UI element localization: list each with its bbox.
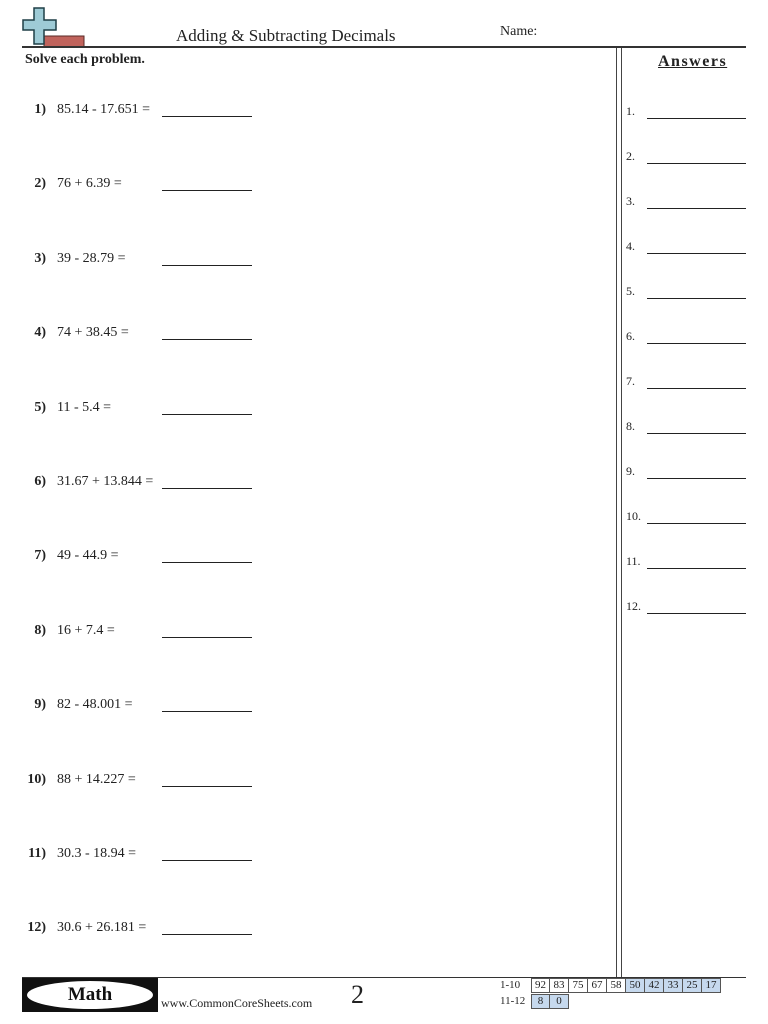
score-cell: 8 xyxy=(531,994,550,1009)
problem-number: 8) xyxy=(34,622,46,638)
answer-blank[interactable] xyxy=(162,562,252,563)
name-label: Name: xyxy=(500,24,538,39)
answer-key-blank[interactable] xyxy=(647,298,746,299)
answer-key-item xyxy=(626,509,748,527)
problem-item xyxy=(0,697,260,721)
instructions: Solve each problem. xyxy=(25,52,145,67)
answer-key-number: 11. xyxy=(626,554,641,568)
answer-blank[interactable] xyxy=(162,934,252,935)
answer-key-number: 8. xyxy=(626,419,635,433)
column-divider xyxy=(616,48,622,978)
answer-key-blank[interactable] xyxy=(647,118,746,119)
problem-item xyxy=(0,920,260,944)
score-cell: 67 xyxy=(588,978,607,993)
problem-number: 6) xyxy=(34,474,46,489)
answer-key-item xyxy=(626,329,748,347)
answer-key-blank[interactable] xyxy=(647,433,746,434)
problem-expression: 82 - 48.001 = xyxy=(57,697,133,713)
problem-number: 4) xyxy=(34,325,46,341)
score-cell: 33 xyxy=(664,978,683,993)
answer-key-item xyxy=(626,419,748,437)
answer-key-number: 2. xyxy=(626,149,635,163)
answer-key-number: 7. xyxy=(626,374,635,388)
answer-key-number: 6. xyxy=(626,329,635,343)
answer-blank[interactable] xyxy=(162,637,252,638)
problem-item xyxy=(0,102,260,126)
problem-number: 12) xyxy=(27,920,46,936)
problem-expression: 39 - 28.79 = xyxy=(57,250,126,266)
score-cell: 17 xyxy=(702,978,721,993)
score-cell: 42 xyxy=(645,978,664,993)
score-row-label: 11-12 xyxy=(500,995,526,1007)
score-cell: 83 xyxy=(550,978,569,993)
problem-item xyxy=(0,772,260,796)
answer-key-number: 10. xyxy=(626,509,641,523)
score-cell: 25 xyxy=(683,978,702,993)
problem-number: 9) xyxy=(34,697,46,713)
answer-blank[interactable] xyxy=(162,786,252,787)
problem-item xyxy=(0,623,260,647)
answer-key-blank[interactable] xyxy=(647,523,746,524)
answer-blank[interactable] xyxy=(162,116,252,117)
answer-key-number: 12. xyxy=(626,599,641,613)
score-table xyxy=(496,978,721,1010)
answer-key-blank[interactable] xyxy=(647,208,746,209)
score-row-label: 1-10 xyxy=(500,979,521,991)
problem-item xyxy=(0,474,260,498)
plus-minus-logo-icon xyxy=(22,6,86,48)
score-cell: 92 xyxy=(531,978,550,993)
problem-number: 7) xyxy=(34,548,46,564)
problem-item xyxy=(0,400,260,424)
answer-blank[interactable] xyxy=(162,488,252,489)
answer-key-blank[interactable] xyxy=(647,253,746,254)
score-cell: 58 xyxy=(607,978,626,993)
answers-title: Answers xyxy=(658,53,728,70)
worksheet-title: Adding & Subtracting Decimals xyxy=(176,26,396,45)
answer-key-blank[interactable] xyxy=(647,163,746,164)
answer-blank[interactable] xyxy=(162,190,252,191)
score-row xyxy=(496,994,721,1010)
problem-expression: 74 + 38.45 = xyxy=(57,325,129,341)
problem-expression: 31.67 + 13.844 = xyxy=(57,474,154,489)
problem-item xyxy=(0,176,260,200)
page-number: 2 xyxy=(351,980,364,1009)
answer-blank[interactable] xyxy=(162,339,252,340)
answer-key-blank[interactable] xyxy=(647,613,746,614)
site-url: www.CommonCoreSheets.com xyxy=(161,996,313,1010)
answer-key-blank[interactable] xyxy=(647,388,746,389)
answer-key-number: 3. xyxy=(626,194,635,208)
answer-key-number: 9. xyxy=(626,464,635,478)
score-cell: 75 xyxy=(569,978,588,993)
answer-key-blank[interactable] xyxy=(647,568,746,569)
score-cell: 0 xyxy=(550,994,569,1009)
problem-number: 1) xyxy=(34,102,46,117)
problem-number: 11) xyxy=(28,846,46,861)
answer-key-item xyxy=(626,239,748,257)
answer-key-item xyxy=(626,284,748,302)
problem-number: 3) xyxy=(34,250,46,266)
score-row xyxy=(496,978,721,994)
problem-expression: 30.6 + 26.181 = xyxy=(57,920,147,936)
answer-key-number: 4. xyxy=(626,239,635,253)
problem-expression: 11 - 5.4 = xyxy=(57,399,112,415)
answer-key-item xyxy=(626,464,748,482)
brand-label: Math xyxy=(27,981,153,1009)
answer-key-number: 1. xyxy=(626,104,635,118)
answer-key-item xyxy=(626,374,748,392)
problem-expression: 85.14 - 17.651 = xyxy=(57,102,151,117)
answer-blank[interactable] xyxy=(162,414,252,415)
problem-number: 10) xyxy=(27,771,46,787)
problem-expression: 30.3 - 18.94 = xyxy=(57,846,137,861)
answer-key-item xyxy=(626,554,748,572)
problem-expression: 49 - 44.9 = xyxy=(57,548,119,564)
problem-number: 5) xyxy=(34,399,46,415)
problem-item xyxy=(0,548,260,572)
answer-key-item xyxy=(626,149,748,167)
problem-number: 2) xyxy=(34,176,46,192)
answer-key-blank[interactable] xyxy=(647,478,746,479)
brand-logo xyxy=(22,978,158,1012)
answer-key-item xyxy=(626,104,748,122)
problem-expression: 88 + 14.227 = xyxy=(57,771,136,787)
answer-blank[interactable] xyxy=(162,265,252,266)
header-rule xyxy=(22,46,746,48)
problem-expression: 16 + 7.4 = xyxy=(57,622,115,638)
answer-key-blank[interactable] xyxy=(647,343,746,344)
problem-item xyxy=(0,251,260,275)
answer-blank[interactable] xyxy=(162,860,252,861)
problem-item xyxy=(0,846,260,870)
answer-key-item xyxy=(626,599,748,617)
score-cell: 50 xyxy=(626,978,645,993)
problem-expression: 76 + 6.39 = xyxy=(57,176,122,192)
answer-blank[interactable] xyxy=(162,711,252,712)
answer-key-item xyxy=(626,194,748,212)
answer-key-number: 5. xyxy=(626,284,635,298)
problem-item xyxy=(0,325,260,349)
